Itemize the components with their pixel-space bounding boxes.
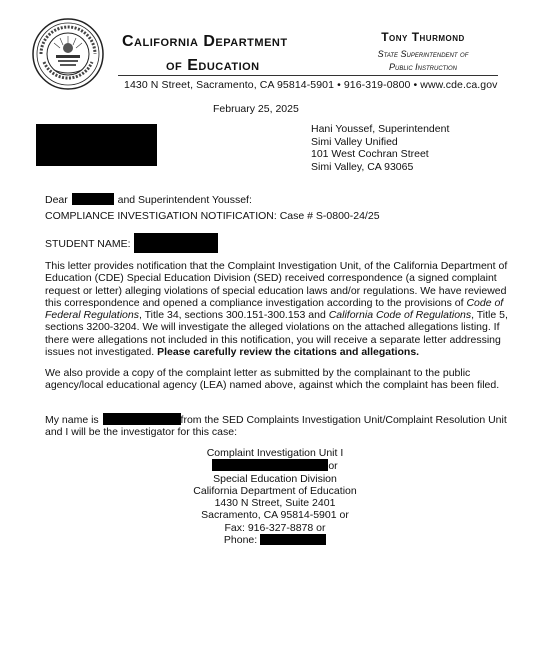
contact-department: California Department of Education — [193, 484, 357, 497]
redacted-phone — [260, 534, 326, 545]
student-name-line — [45, 233, 515, 253]
para1-text-a: This letter provides notification that the Complaint Investigation Unit, of the California Department of Education (CDE) Special Education Division (SED) received correspondence (a signed complaint request or letter) alleging violations of special education laws and/or regulations. We have reviewed this correspondence and opened a compliance investigation according to the provisions of — [45, 260, 508, 309]
recipient-line-4: Simi Valley, CA 93065 — [311, 160, 414, 173]
para1-cfr: Code of Federal Regulations — [45, 296, 504, 322]
para1-bold: Please carefully review the citations and allegations. — [157, 346, 420, 359]
paragraph-investigator — [45, 413, 515, 439]
recipient-address — [311, 123, 449, 173]
agency-line-1: California Department — [122, 33, 288, 50]
contact-or: or — [328, 460, 338, 473]
student-name-label: STUDENT NAME: — [45, 238, 131, 250]
para3-text-b: from the SED Complaints Investigation Unit/Complaint Resolution Unit and I will be the investigator for this case: — [45, 414, 507, 439]
para3-text-a: My name is — [45, 414, 99, 426]
superintendent-title-1: State Superintendent of — [377, 49, 469, 59]
para1-text-c: , Title 5, sections 3200-3204. We will investigate the alleged violations on the attached allegations listing. If there were allegations not included in this notification, you will receive a separate letter addressing issues not investigated. — [45, 309, 508, 359]
salutation — [45, 193, 515, 206]
agency-address-bar: 1430 N Street, Sacramento, CA 95814-5901 • 916-319-0800 • www.cde.ca.gov — [124, 79, 498, 91]
para1-ccr: California Code of Regulations — [328, 309, 472, 322]
recipient-line-2: Simi Valley Unified — [311, 135, 398, 148]
agency-name — [122, 32, 288, 76]
paragraph-notification — [45, 260, 515, 358]
redacted-student-name — [134, 233, 218, 253]
contact-street: 1430 N Street, Suite 2401 — [214, 497, 336, 510]
redacted-name — [72, 193, 114, 205]
para1-text-b: , Title 34, sections 300.151-300.153 and — [138, 309, 329, 322]
recipient-line-3: 101 West Cochran Street — [311, 148, 429, 160]
salutation-rest: and Superintendent Youssef: — [117, 194, 252, 206]
contact-division: Special Education Division — [213, 472, 337, 485]
redacted-email — [212, 459, 328, 471]
redacted-block — [36, 124, 157, 166]
superintendent-title-2: Public Instruction — [388, 62, 457, 72]
superintendent-name: Tony Thurmond — [381, 30, 465, 44]
state-seal-icon — [32, 18, 104, 90]
letter-date: February 25, 2025 — [213, 103, 299, 115]
contact-email-line — [150, 459, 400, 472]
salutation-dear: Dear — [45, 194, 68, 206]
recipient-line-1: Hani Youssef, Superintendent — [311, 123, 450, 135]
subject-line: COMPLIANCE INVESTIGATION NOTIFICATION: Case # S-0800-24/25 — [45, 210, 380, 222]
contact-block — [150, 447, 400, 546]
superintendent-block — [348, 30, 498, 74]
contact-fax: Fax: 916-327-8878 or — [224, 521, 326, 534]
redacted-investigator-name — [103, 413, 181, 425]
agency-line-2: of Education — [166, 57, 260, 74]
contact-phone-label: Phone: — [223, 534, 258, 547]
paragraph-complaint-copy: We also provide a copy of the complaint letter as submitted by the complainant to the public agency/local educational agency (LEA) named above, against which the complaint has been filed. — [45, 367, 500, 392]
contact-unit: Complaint Investigation Unit I — [206, 447, 344, 459]
contact-city: Sacramento, CA 95814-5901 or — [201, 509, 349, 522]
letterhead-divider — [118, 75, 498, 76]
contact-phone-line — [150, 534, 400, 546]
